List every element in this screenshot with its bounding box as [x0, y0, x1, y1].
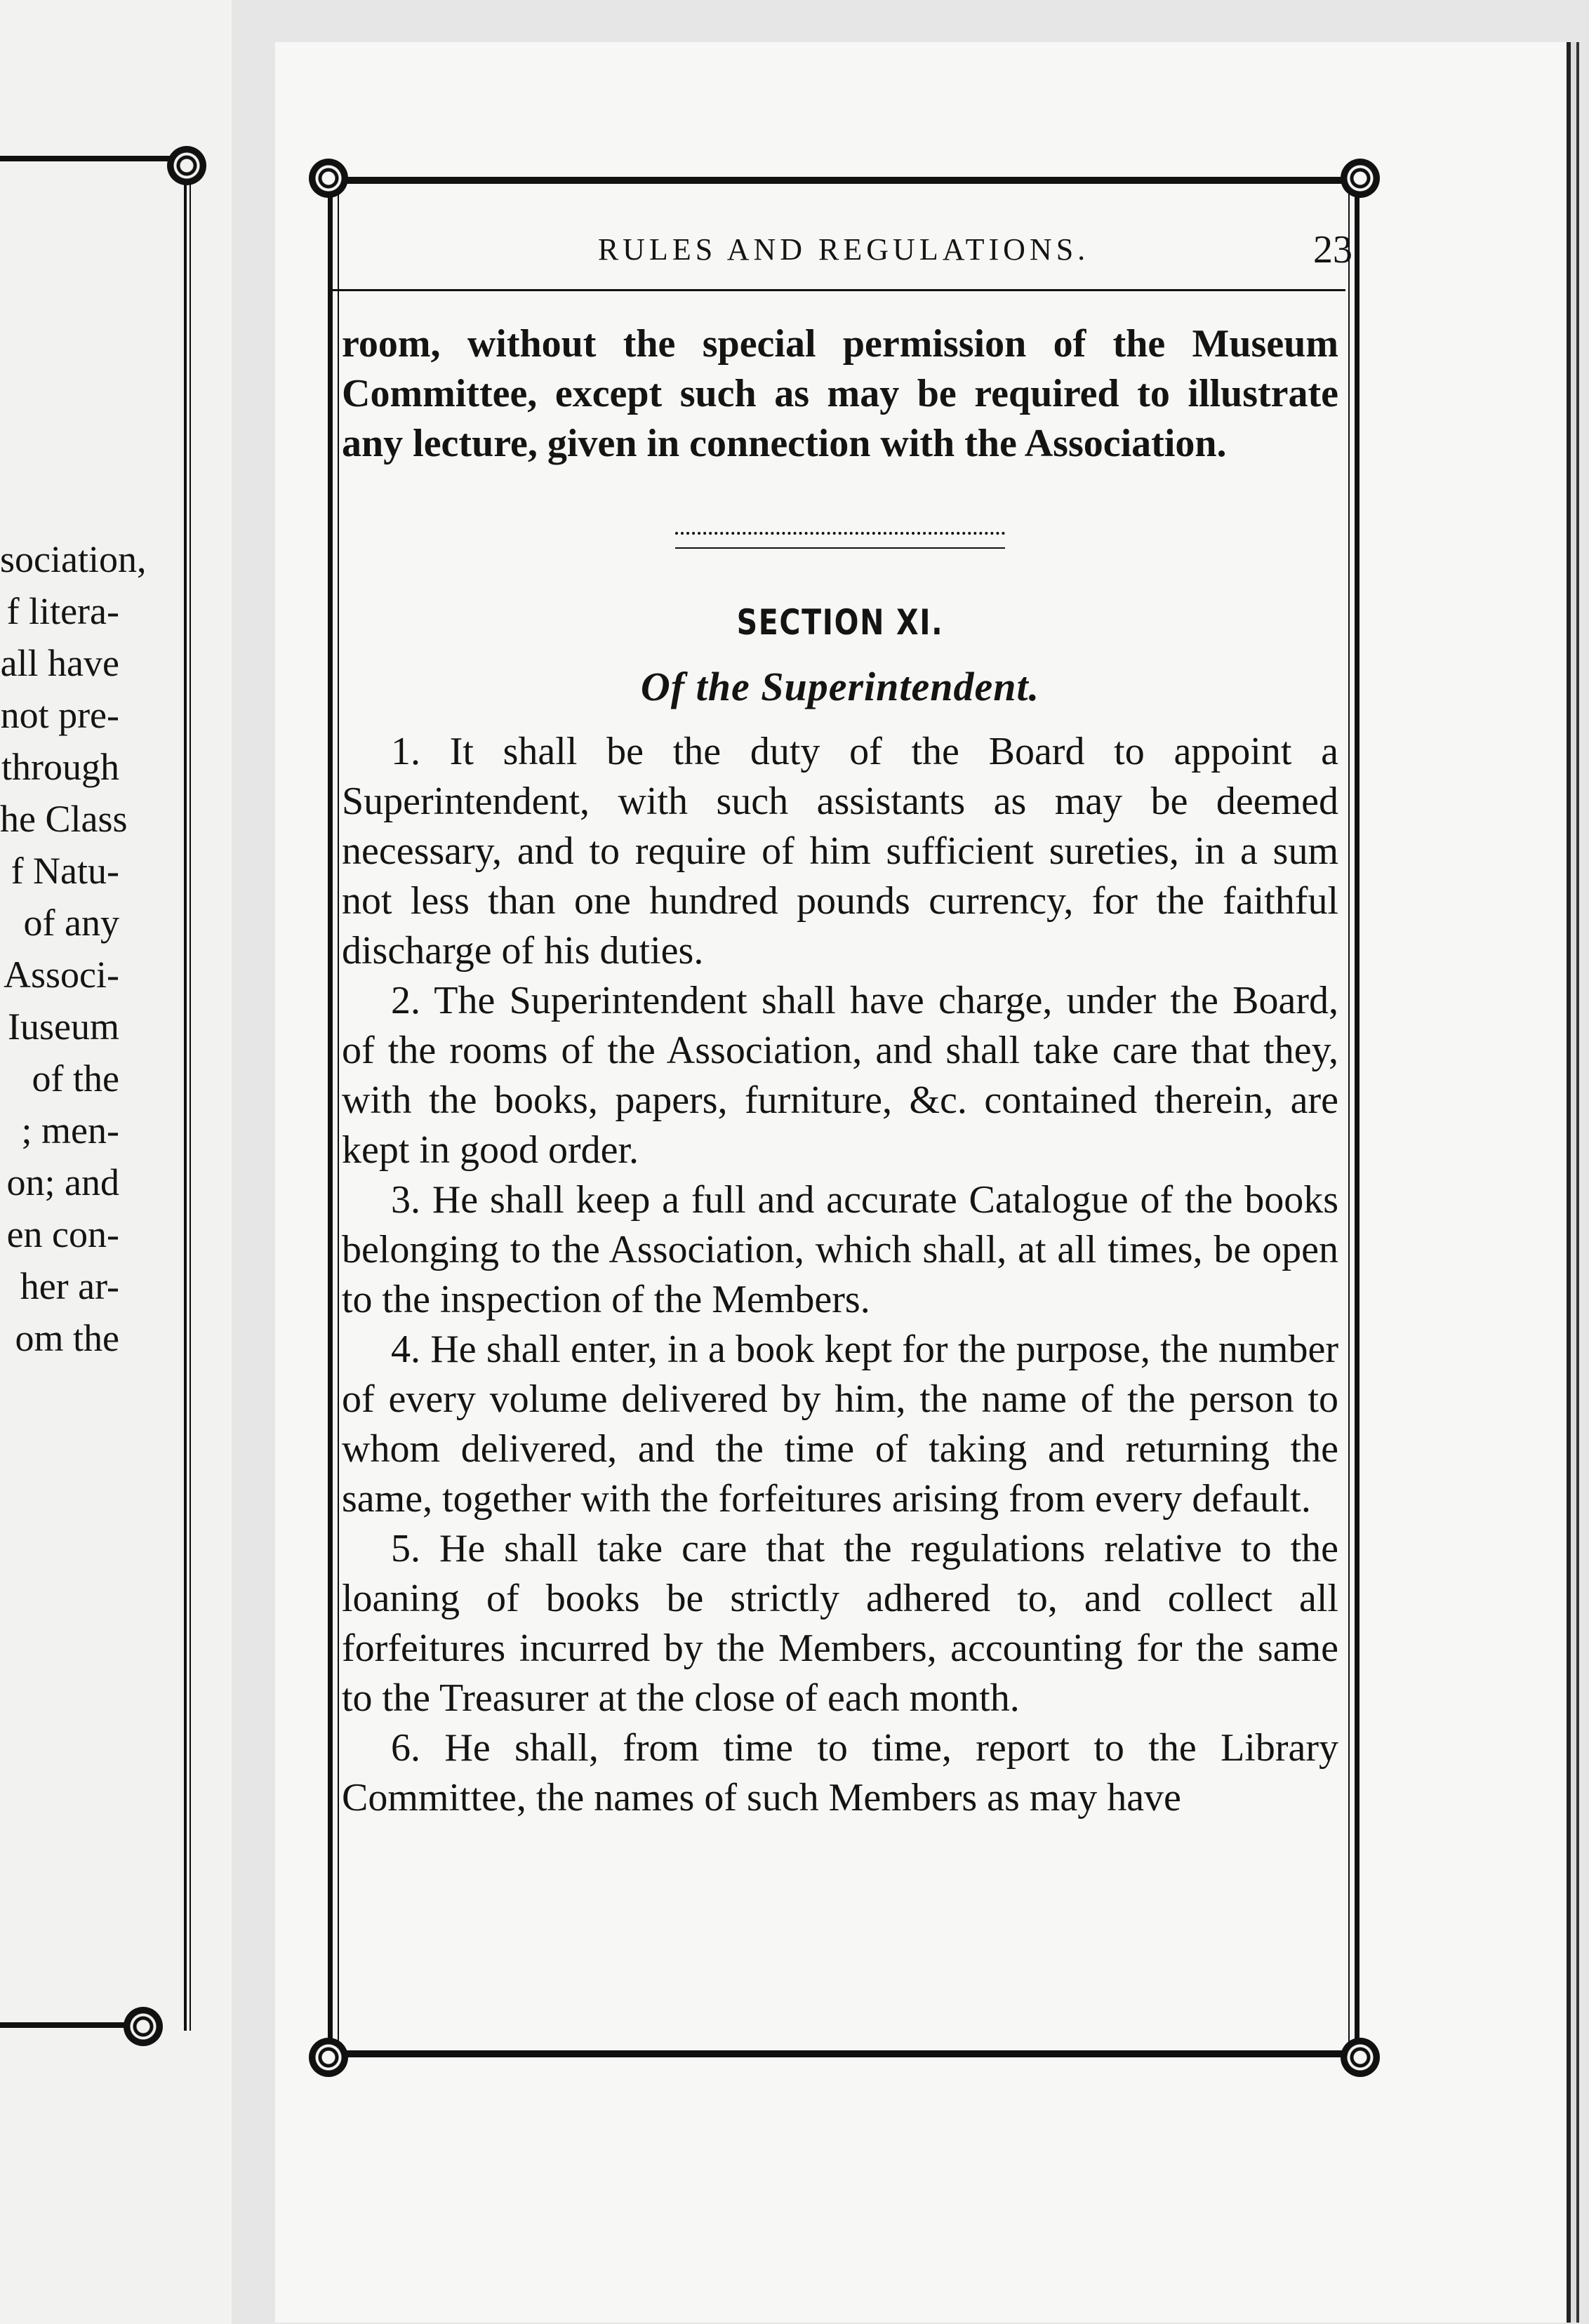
facing-line: he Class: [0, 798, 128, 840]
rosette-ornament-icon: [1341, 159, 1380, 198]
frame-top-rule: [328, 177, 1359, 184]
facing-page: [0, 0, 232, 2324]
continuation-paragraph: room, without the special permission of the Museum Committee, except such as may be required to illustrate any lecture, given in connection with the Association.: [342, 322, 1338, 465]
facing-line: ; men-: [21, 1109, 119, 1151]
ornamental-divider: [675, 532, 1005, 549]
facing-line: all have: [0, 642, 119, 684]
section-title: SECTION XI.: [736, 602, 944, 643]
frame-bottom-rule: [328, 2050, 1359, 2057]
frame-left-inner-rule: [338, 184, 339, 2050]
facing-page-text: [0, 533, 225, 1364]
frame-right-inner-rule: [1348, 184, 1350, 2050]
facing-page-top-border: [0, 156, 184, 161]
rule-item: 2. The Superintendent shall have charge, under the Board, of the rooms of the Association, and shall take care that they, with the books, papers, furniture, &c. contained therein, are kept in good order.: [342, 979, 1338, 1172]
frame-left-rule: [328, 177, 333, 2057]
facing-line: f litera-: [6, 590, 119, 632]
facing-line: of the: [32, 1057, 119, 1100]
facing-line: her ar-: [20, 1265, 119, 1307]
rosette-ornament-icon: [1341, 2038, 1380, 2077]
rosette-ornament-icon: [167, 146, 206, 185]
section-subtitle: Of the Superintendent.: [640, 664, 1040, 709]
facing-line: en con-: [6, 1213, 119, 1255]
header-rule: [328, 289, 1345, 291]
rosette-ornament-icon: [309, 2038, 348, 2077]
book-page: [275, 42, 1567, 2323]
page-number: 23: [1313, 228, 1352, 272]
facing-line: Iuseum: [8, 1006, 119, 1048]
rule-item: 1. It shall be the duty of the Board to appoint a Superintendent, with such assistants as may be deemed necessary, and to require of him sufficient sureties, in a sum not less than one hundred pounds currency, for the faithful discharge of his duties.: [342, 730, 1338, 973]
facing-line: through: [1, 746, 119, 788]
rule-item: 3. He shall keep a full and accurate Catalogue of the books belonging to the Association, which shall, at all times, be open to the inspection of the Members.: [342, 1178, 1338, 1321]
facing-line: not pre-: [0, 694, 119, 736]
facing-line: om the: [15, 1317, 119, 1359]
facing-line: of any: [23, 902, 119, 944]
rule-item: 4. He shall enter, in a book kept for the purpose, the number of every volume delivered by him, the name of the person to whom delivered, and the time of taking and returning the same, together with the forfeitures arising from every default.: [342, 1328, 1338, 1521]
facing-line: Associ-: [4, 954, 119, 996]
rule-item: 5. He shall take care that the regulations relative to the loaning of books be strictly adhered to, and collect all forfeitures incurred by the Members, accounting for the same to the Treasurer at the close of each month.: [342, 1527, 1338, 1720]
facing-line: f Natu-: [11, 850, 119, 892]
facing-line: sociation,: [0, 538, 147, 580]
frame-right-rule: [1355, 177, 1359, 2057]
rule-item: 6. He shall, from time to time, report to the Library Committee, the names of such Members as may have: [342, 1726, 1338, 1819]
rosette-ornament-icon: [124, 2007, 163, 2046]
facing-page-bottom-border: [0, 2022, 140, 2028]
page-header: [328, 228, 1359, 281]
running-head: RULES AND REGULATIONS.: [597, 232, 1090, 267]
page-body: [342, 319, 1338, 1823]
rosette-ornament-icon: [309, 159, 348, 198]
facing-line: on; and: [6, 1161, 119, 1203]
